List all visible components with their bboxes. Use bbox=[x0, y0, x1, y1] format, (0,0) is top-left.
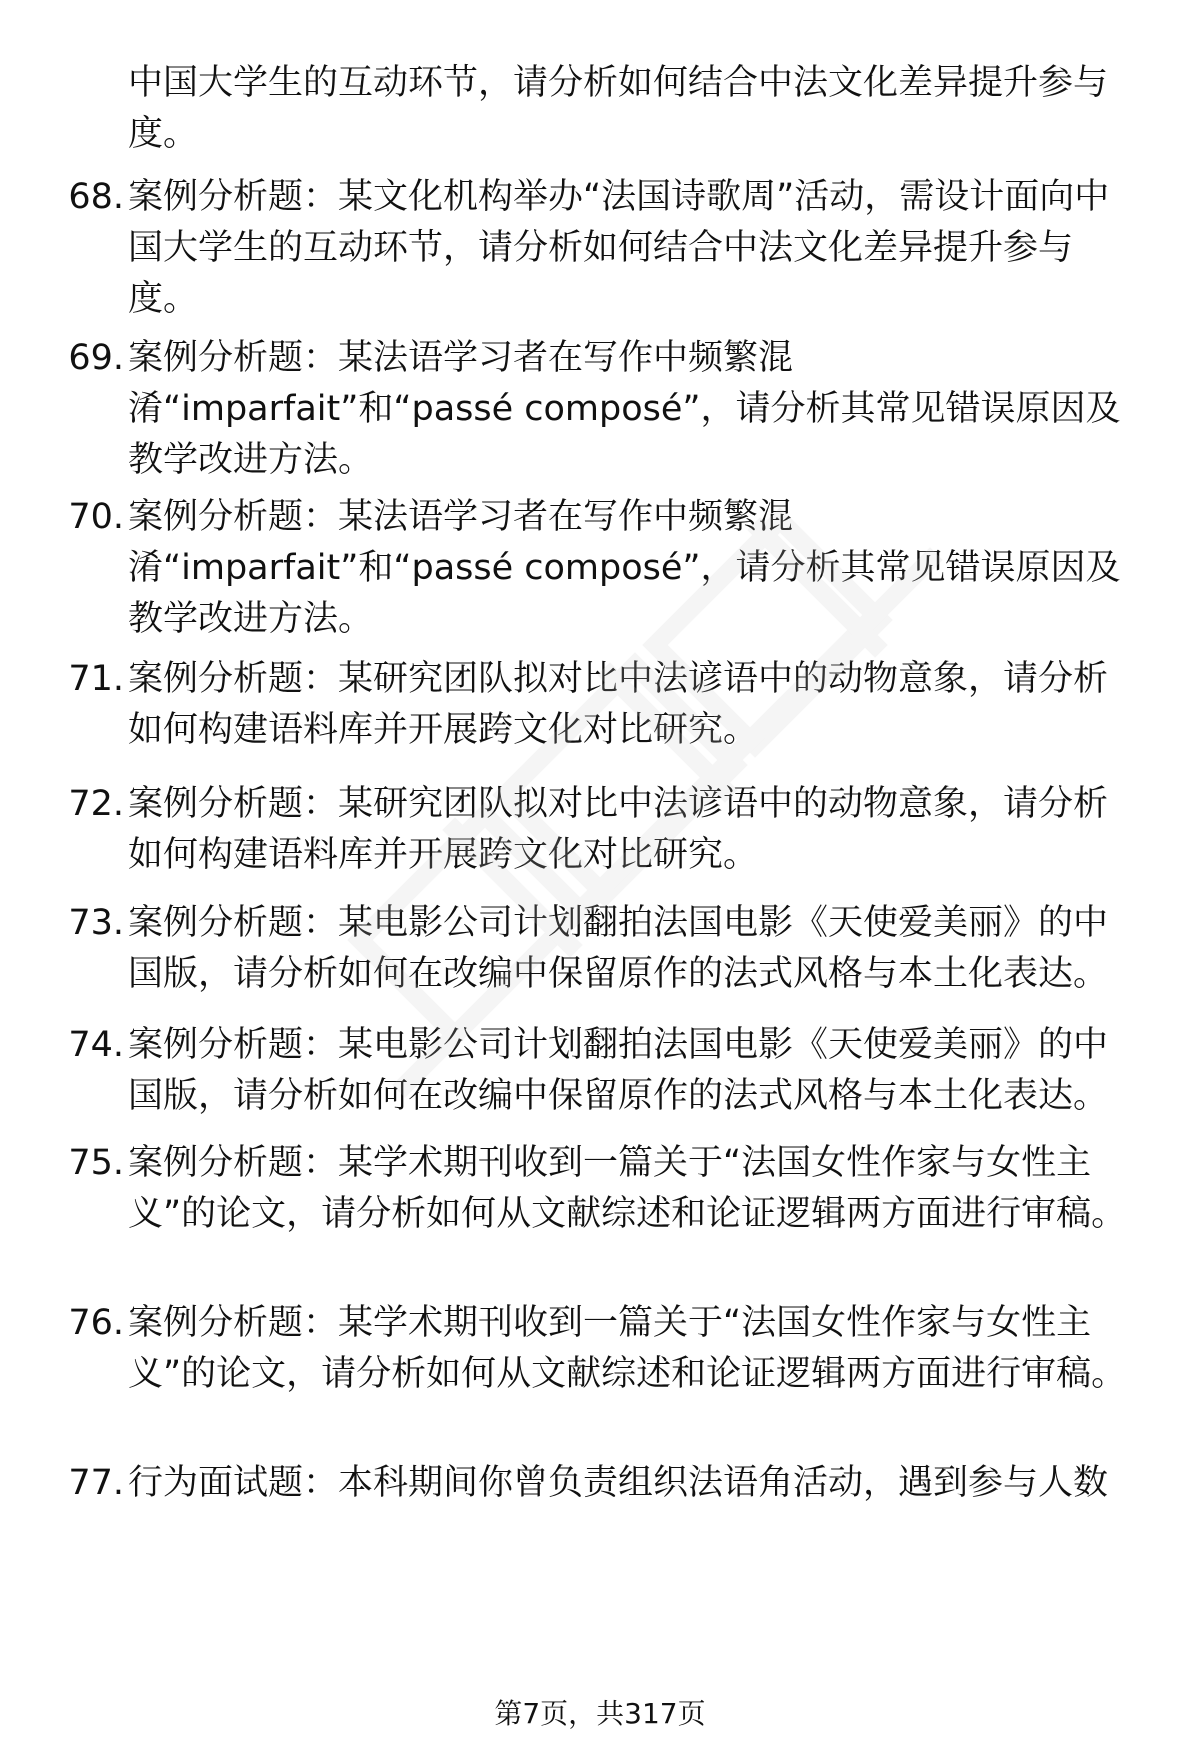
question-text: 案例分析题：某法语学习者在写作中频繁混淆“imparfait”和“passé composé”，请分析其常见错误原因及教学改进方法。 bbox=[128, 497, 1121, 639]
question-number: 74. bbox=[68, 1025, 124, 1065]
question-item-72 bbox=[54, 779, 1140, 881]
question-text: 案例分析题：某研究团队拟对比中法谚语中的动物意象，请分析如何构建语料库并开展跨文化对比研究。 bbox=[128, 784, 1109, 875]
question-continuation: 中国大学生的互动环节，请分析如何结合中法文化差异提升参与度。 bbox=[128, 63, 1109, 154]
question-text: 行为面试题：本科期间你曾负责组织法语角活动，遇到参与人数 bbox=[128, 1463, 1109, 1503]
question-text: 案例分析题：某电影公司计划翻拍法国电影《天使爱美丽》的中国版，请分析如何在改编中保留原作的法式风格与本土化表达。 bbox=[128, 903, 1109, 994]
question-number: 70. bbox=[68, 497, 124, 537]
page-footer: 第7页，共317页 bbox=[494, 1697, 706, 1730]
question-item-73 bbox=[54, 898, 1140, 1000]
question-number: 73. bbox=[68, 903, 124, 943]
question-text: 案例分析题：某研究团队拟对比中法谚语中的动物意象，请分析如何构建语料库并开展跨文化对比研究。 bbox=[128, 659, 1109, 750]
question-number: 76. bbox=[68, 1303, 124, 1343]
question-item-68 bbox=[54, 172, 1140, 325]
question-item-75 bbox=[54, 1138, 1140, 1240]
question-number: 68. bbox=[68, 177, 124, 217]
question-text: 案例分析题：某文化机构举办“法国诗歌周”活动，需设计面向中国大学生的互动环节，请分析如何结合中法文化差异提升参与度。 bbox=[128, 177, 1110, 319]
question-item-76 bbox=[54, 1298, 1140, 1400]
question-number: 69. bbox=[68, 338, 124, 378]
question-item-77 bbox=[54, 1458, 1140, 1509]
question-number: 72. bbox=[68, 784, 124, 824]
question-text: 案例分析题：某学术期刊收到一篇关于“法国女性作家与女性主义”的论文，请分析如何从文献综述和论证逻辑两方面进行审稿。 bbox=[128, 1303, 1127, 1394]
question-number: 77. bbox=[68, 1463, 124, 1503]
question-item-71 bbox=[54, 654, 1140, 756]
question-number: 75. bbox=[68, 1143, 124, 1183]
question-text: 案例分析题：某法语学习者在写作中频繁混淆“imparfait”和“passé composé”，请分析其常见错误原因及教学改进方法。 bbox=[128, 338, 1121, 480]
question-text: 案例分析题：某电影公司计划翻拍法国电影《天使爱美丽》的中国版，请分析如何在改编中保留原作的法式风格与本土化表达。 bbox=[128, 1025, 1109, 1116]
question-number: 71. bbox=[68, 659, 124, 699]
question-item-70 bbox=[54, 492, 1140, 645]
question-item-74 bbox=[54, 1020, 1140, 1122]
question-item-69 bbox=[54, 333, 1140, 486]
question-text: 案例分析题：某学术期刊收到一篇关于“法国女性作家与女性主义”的论文，请分析如何从文献综述和论证逻辑两方面进行审稿。 bbox=[128, 1143, 1127, 1234]
